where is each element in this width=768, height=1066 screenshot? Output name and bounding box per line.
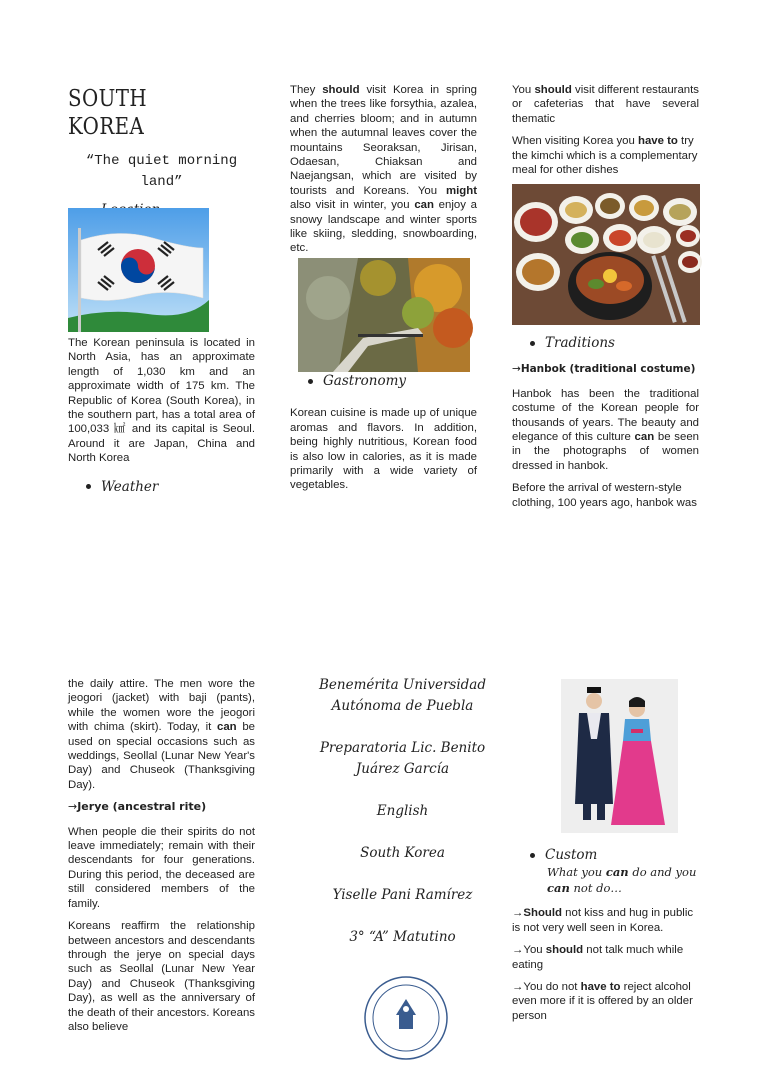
kimchi-text <box>512 134 699 177</box>
text-run: →You <box>512 944 546 957</box>
column-location-text <box>68 336 255 504</box>
hanbok-text <box>512 387 699 473</box>
column-traditions <box>512 336 699 518</box>
autumn-mountain-image <box>298 258 470 372</box>
jerye-relationship-text: Koreans reaffirm the relationship between ancestors and descendants through the jerye on special days such as Seollal (Lunar New Year Day) and Chuseok (Thanksgiving Day), as well as the anniversary of the death of their ancestors. Koreans also believe <box>68 920 255 1033</box>
text-run: When visiting Korea you <box>512 135 638 148</box>
attire-text <box>68 677 255 792</box>
bullet-icon <box>530 853 535 858</box>
text-run-bold: can <box>605 865 629 880</box>
text-run: be used on special occasions such as weddings, Seollal (Lunar New Year's Day) and Chuseok (Thanksgiving Day). <box>68 721 255 791</box>
korean-food-image <box>512 184 700 325</box>
school-name: Preparatoria Lic. Benito Juárez García <box>319 740 486 777</box>
heading-traditions-label: Traditions <box>545 335 615 351</box>
text-run: Hanbok has been the traditional costume of the Korean people for thousands of years. The beauty and elegance of this culture <box>512 387 699 444</box>
gastronomy-text: Korean cuisine is made up of unique aromas and flavors. In addition, being highly nutritious, Korean food is also low in calories, as it is made primarily with a wide variety of vegetables. <box>290 407 477 492</box>
text-run-bold: can <box>414 199 434 212</box>
column-restaurants <box>512 83 699 185</box>
column-custom <box>512 848 699 1031</box>
korean-flag-image <box>68 208 209 332</box>
page-title: SOUTH KOREA <box>68 86 148 140</box>
arrow-icon: → <box>512 907 524 920</box>
heading-weather-label: Weather <box>101 478 159 495</box>
text-run: try the kimchi which is a complementary meal for other dishes <box>512 135 698 177</box>
text-run-bold: can <box>634 431 655 444</box>
text-run-bold: should <box>545 944 584 957</box>
text-run: do and you <box>628 865 697 880</box>
column-gastronomy <box>290 374 477 501</box>
text-run: not do… <box>569 881 622 896</box>
text-run: also visit in winter, you <box>290 199 415 212</box>
column-seasons <box>290 83 477 264</box>
heading-gastronomy <box>308 374 477 388</box>
text-run: (ancestral rite) <box>108 800 207 814</box>
arrow-icon: → <box>68 800 78 814</box>
jerye-text: When people die their spirits do not leave immediately; remain with their descendants for four generations. During this period, the deceased are still considered members of the family. <box>68 825 255 910</box>
heading-hanbok <box>512 362 699 376</box>
hanbok-couple-image <box>561 679 678 833</box>
food-illustration-icon <box>512 184 700 325</box>
column-location <box>68 85 255 227</box>
arrow-icon: → <box>512 363 521 376</box>
text-run: reject alcohol even more if it is offered by an older person <box>512 981 693 1022</box>
heading-traditions <box>530 336 699 350</box>
text-run: not kiss and hug in public is not very well seen in Korea. <box>512 907 694 934</box>
text-run-bold: have to <box>580 981 621 994</box>
cover-panel <box>300 675 505 969</box>
university-name: Benemérita Universidad Autónoma de Puebla <box>319 677 486 714</box>
flag-illustration-icon <box>68 208 209 332</box>
bullet-icon <box>530 341 535 346</box>
text-run: What you <box>547 865 606 880</box>
text-run: be seen in the photographs of women dressed in hanbok. <box>512 431 700 472</box>
text-run-bold: Should <box>523 907 562 920</box>
seasons-text <box>290 83 477 256</box>
text-run: They <box>290 84 323 96</box>
restaurants-text <box>512 83 699 126</box>
hanbok-illustration-icon <box>561 679 678 833</box>
text-run: the daily attire. The men wore the jeogori (jacket) with baji (pants), while the women wore the jeogori with chima (skirt). Today, it <box>68 678 255 734</box>
subtitle: “The quiet morning land” <box>85 153 238 190</box>
column-jerye <box>68 677 255 1033</box>
text-run-bold: might <box>445 184 477 197</box>
text-run-bold: have to <box>638 135 678 148</box>
heading-jerye <box>68 800 255 814</box>
text-run-bold: should <box>322 84 360 96</box>
topic-name: South Korea <box>360 845 445 861</box>
rule-talk-eating <box>512 943 699 972</box>
university-seal-icon <box>363 975 449 1061</box>
text-run-bold: Jerye <box>77 800 109 814</box>
text-run-bold: can <box>547 881 570 896</box>
heading-custom <box>530 848 699 862</box>
landscape-illustration-icon <box>298 258 470 372</box>
text-run-bold: Hanbok <box>520 363 566 376</box>
text-run: visit different restaurants or cafeterias that have several thematic <box>512 84 700 125</box>
text-run: not talk much while eating <box>512 944 684 971</box>
author-name: Yiselle Pani Ramírez <box>332 887 473 903</box>
text-run-bold: should <box>534 84 572 96</box>
location-text: The Korean peninsula is located in North Asia, has an approximate length of 1,030 km and an approximate width of 175 km. The Republic of Korea (South Korea), in the southern part, has a total area of 100,033 ㎢ and its capital is Seoul. Around it are Japan, China and North Korea <box>68 337 255 465</box>
university-seal-image <box>363 975 449 1024</box>
subject-name: English <box>376 803 429 819</box>
text-run: (traditional costume) <box>565 363 696 376</box>
hanbok-history-text: Before the arrival of western-style clothing, 100 years ago, hanbok was <box>512 482 697 509</box>
text-run: enjoy a snowy landscape and winter sports like skiing, sledding, snowboarding, etc. <box>290 199 477 255</box>
heading-weather <box>86 480 255 494</box>
text-run: →You do not <box>512 981 581 994</box>
rule-kiss-hug <box>512 906 699 935</box>
bullet-icon <box>308 379 313 384</box>
bullet-icon <box>86 484 91 489</box>
heading-custom-label: Custom <box>545 847 598 863</box>
text-run: You <box>512 84 535 96</box>
custom-subheading <box>547 864 699 896</box>
class-group: 3° “A” Matutino <box>349 929 456 945</box>
rule-alcohol <box>512 980 699 1023</box>
text-run: visit Korea in spring when the trees like forsythia, azalea, and cherries bloom; and in autumn when the autumnal leaves cover the mountains Seoraksan, Jirisan, Odaesan, Chiaksan and Naejangsan, which are visited by tourists and Koreans. You <box>290 84 477 197</box>
text-run-bold: can <box>216 721 237 734</box>
heading-gastronomy-label: Gastronomy <box>323 373 407 389</box>
